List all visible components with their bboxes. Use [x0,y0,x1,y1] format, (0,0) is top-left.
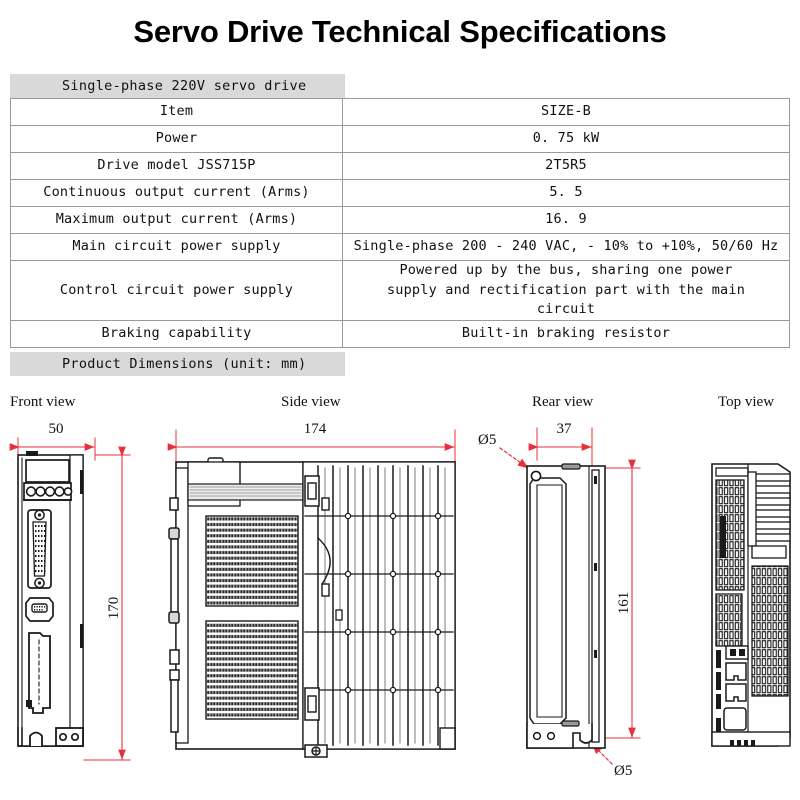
side-view-drawing [169,421,455,757]
dimensions-section-band [10,352,345,376]
table-row [11,207,790,234]
row-key: Continuous output current (Arms) [11,180,343,207]
front-view-label: Front view [10,394,76,410]
dimension-drawings [0,388,800,800]
row-key: Power [11,126,343,153]
mounting-foot [18,728,83,746]
table-row [11,126,790,153]
hole-top-label: Ø5 [478,432,497,448]
spec-section-label: Single-phase 220V servo drive [62,78,307,94]
dim-front-height: 170 [106,596,122,620]
dim-front-width: 50 [48,421,64,437]
dimensions-section-label: Product Dimensions (unit: mm) [62,356,307,372]
dim-rear-height: 161 [616,591,632,615]
table-row [11,180,790,207]
row-key: Main circuit power supply [11,234,343,261]
top-view-drawing [712,464,790,746]
row-value: 5. 5 [343,180,790,207]
lower-connector [26,633,50,713]
row-key: Braking capability [11,320,343,347]
row-value: 0. 75 kW [343,126,790,153]
table-row [11,153,790,180]
table-row [11,320,790,347]
page-title: Servo Drive Technical Specifications [133,14,667,49]
rear-view-drawing [478,421,640,779]
side-view-label: Side view [281,394,341,410]
dim-rear-width: 37 [556,421,572,437]
table-row [11,99,790,126]
row-key: Control circuit power supply [11,261,343,321]
mini-connector [26,598,53,621]
row-value: Built-in braking resistor [343,320,790,347]
hole-bottom-label: Ø5 [614,763,633,779]
specifications-table [10,98,790,348]
dsub-connector [28,510,51,588]
top-view-label: Top view [718,394,775,410]
row-key: Item [11,99,343,126]
row-value: SIZE-B [343,99,790,126]
table-row [11,261,790,321]
spec-section-band [10,74,345,98]
row-value: Powered up by the bus, sharing one power supply and rectification part with the main circuit [343,261,790,321]
row-value: 2T5R5 [343,153,790,180]
row-key: Maximum output current (Arms) [11,207,343,234]
table-row [11,234,790,261]
row-key: Drive model JSS715P [11,153,343,180]
front-view-drawing [18,421,130,760]
row-value: Single-phase 200 - 240 VAC, - 10% to +10%, 50/60 Hz [343,234,790,261]
dim-side-depth: 174 [303,421,327,437]
row-value: 16. 9 [343,207,790,234]
rear-view-label: Rear view [532,394,594,410]
